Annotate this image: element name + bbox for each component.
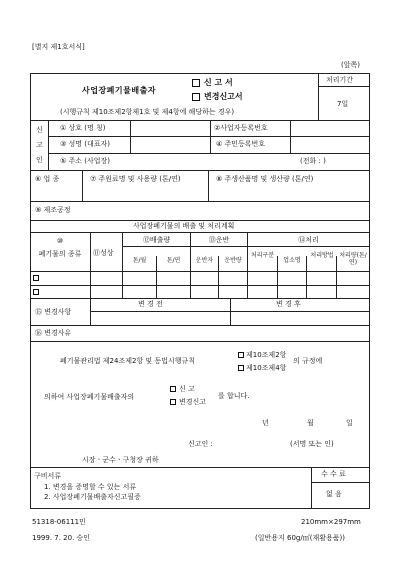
change-type-checkbox[interactable] — [170, 399, 176, 405]
emission-monthly-header: 톤/월 — [132, 257, 147, 264]
treatment-type-header: 처리구분 — [250, 252, 275, 259]
processing-period-value: 7일 — [337, 100, 349, 108]
change-items-label: ⑮ 변경사항 — [35, 308, 72, 316]
applicant-side-char-3: 인 — [36, 156, 43, 164]
paper-size: 210mm×297mm — [301, 518, 361, 526]
recipient: 시장ㆍ군수ㆍ구청장 귀하 — [82, 456, 159, 464]
paper-type: (일반용지 60g/㎡(재활용품)) — [255, 534, 345, 542]
attachments-label: 구비서류 — [34, 472, 62, 480]
applicant-side-char-1: 신 — [36, 126, 43, 134]
change-reason-label: ⑯ 변경사유 — [35, 329, 72, 337]
report-option: 신 고 서 — [204, 78, 233, 87]
legal-basis: (시행규칙 제10조제2항제1호 및 제4항에 해당하는 경우) — [60, 108, 235, 116]
transport-amount-header: 운반량 — [224, 257, 242, 264]
transporter-header: 운반자 — [195, 257, 214, 264]
report-checkbox[interactable] — [192, 79, 200, 87]
emission-yearly-header: 톤/연 — [166, 257, 181, 264]
signer-field[interactable] — [222, 437, 282, 450]
treatment-header: ⑭처리 — [298, 236, 319, 244]
year-label: 년 — [262, 419, 269, 427]
change-report-option: 변경신고서 — [204, 92, 243, 101]
waste-kind-header: 폐기물의 종류 — [38, 250, 82, 258]
plan-title: 사업장폐기물의 배출 및 처리계획 — [133, 222, 235, 230]
process-label: ⑨ 제조공정 — [35, 206, 71, 214]
form-code: 51318-06111민 — [32, 518, 86, 526]
biz-reg-no-label: ②사업자등록번호 — [214, 124, 268, 132]
change-type-option: 변경신고 — [179, 398, 207, 406]
trade-name-label: ① 상호 (명 칭) — [60, 124, 106, 132]
article-10-2-checkbox[interactable] — [238, 352, 244, 358]
name-label: ③ 성명 (대표자) — [60, 140, 110, 148]
after-change-header: 변 경 후 — [276, 300, 301, 308]
approval-date: 1999. 7. 20. 승인 — [32, 534, 91, 542]
day-label: 일 — [346, 419, 353, 427]
name-field[interactable] — [131, 137, 209, 152]
article-10-4-option: 제10조제4항 — [246, 364, 287, 372]
plan-row-2-checkbox[interactable] — [33, 289, 39, 295]
resident-no-label: ④ 주민등록번호 — [216, 140, 266, 148]
emission-header: ⑫배출량 — [142, 236, 171, 244]
article-10-2-option: 제10조제2항 — [246, 351, 287, 359]
report-type-option: 신 고 — [179, 385, 195, 393]
form-title: 사업장폐기물배출자 — [82, 86, 157, 95]
raw-materials-label: ⑦ 주원료명 및 사용량 (톤/연) — [90, 175, 181, 183]
applicant-side-char-2: 고 — [36, 141, 43, 149]
processing-period-label: 처리기간 — [326, 76, 354, 84]
article-10-4-checkbox[interactable] — [238, 365, 244, 371]
waste-kind-number: ⑩ — [56, 237, 64, 245]
treatment-method-header: 처리방법 — [310, 252, 334, 259]
form-id: [별지 제1호서식] — [32, 43, 85, 51]
attachment-item-1: 1. 변경을 증명할 수 있는 서류 — [44, 483, 137, 491]
declaration-line2-post: 를 합니다. — [218, 392, 250, 400]
trade-name-field[interactable] — [131, 121, 209, 135]
transport-header: ⑬운반 — [208, 236, 230, 244]
fee-label: 수 수 료 — [321, 470, 346, 478]
declaration-line1-pre: 폐기물관리법 제24조제2항 및 동법시행규칙 — [60, 357, 195, 365]
biz-reg-no-field[interactable] — [291, 121, 368, 135]
before-change-header: 변 경 전 — [138, 300, 163, 308]
facility-name-header: 업소명 — [283, 257, 301, 264]
report-type-checkbox[interactable] — [170, 386, 176, 392]
signer-label: 신고인 : — [188, 440, 213, 448]
copy-type: (앞쪽) — [341, 61, 360, 69]
month-label: 월 — [307, 419, 314, 427]
address-label: ⑤ 주소 (사업장) — [60, 157, 110, 165]
property-header: ⑪성상 — [93, 249, 114, 257]
industry-label: ⑥ 업 종 — [35, 175, 60, 183]
declaration-line2-pre: 의하여 사업장폐기물배출자의 — [44, 393, 135, 401]
resident-no-field[interactable] — [291, 137, 368, 152]
phone-label: (전화 : ) — [300, 157, 326, 165]
products-label: ⑧ 주생산품명 및 생산량 (톤/연) — [216, 175, 314, 183]
declaration-line1-post: 의 규정에 — [293, 357, 323, 365]
change-report-checkbox[interactable] — [192, 93, 200, 101]
sign-note: (서명 또는 인) — [290, 440, 334, 448]
treatment-amount-header: 처리량(톤/연) — [339, 252, 367, 266]
address-field[interactable] — [131, 154, 296, 169]
fee-value: 없 음 — [326, 490, 342, 498]
plan-row-1-checkbox[interactable] — [33, 275, 39, 281]
attachment-item-2: 2. 사업장폐기물배출자신고필증 — [44, 493, 141, 501]
